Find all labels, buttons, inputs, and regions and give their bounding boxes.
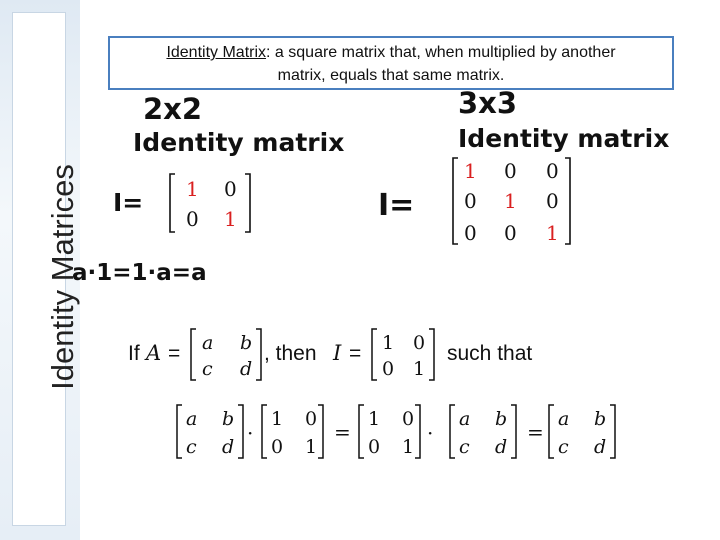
eq-equals-2: = (527, 420, 544, 444)
definition-line-2: matrix, equals that same matrix. (277, 67, 505, 84)
statement-var-a: A (146, 341, 162, 365)
statement-equals: = (168, 342, 181, 365)
svg-text:1: 1 (305, 436, 318, 458)
statement-var-i: I (333, 341, 342, 365)
equation-row (174, 402, 624, 467)
m2-cell: 1 (186, 177, 199, 201)
svg-text:b: b (495, 408, 508, 430)
svg-text:0: 0 (305, 408, 318, 430)
svg-text:a: a (558, 408, 570, 430)
svg-text:d: d (594, 436, 607, 458)
definition-box (108, 36, 674, 90)
svg-text:d: d (222, 436, 235, 458)
definition-text-1: : a square matrix that, when multiplied by another (266, 44, 616, 61)
svg-text:1: 1 (402, 436, 415, 458)
slide-title: Identity Matrices (45, 164, 80, 390)
stmt-i-cell: 1 (413, 358, 426, 380)
scalar-identity-note: a·1=1·a=a (72, 260, 207, 286)
left-identity-symbol: I= (113, 188, 144, 217)
stmt-a-cell: b (240, 332, 253, 354)
svg-text:d: d (495, 436, 508, 458)
m2-cell: 0 (186, 207, 199, 231)
m3-cell: 1 (504, 189, 517, 213)
eq-equals-1: = (334, 420, 351, 444)
m3-cell: 1 (464, 159, 477, 183)
eq-matrix-a-middle (450, 405, 516, 458)
svg-text:c: c (558, 436, 569, 458)
m3-cell: 0 (504, 159, 517, 183)
svg-text:1: 1 (368, 408, 381, 430)
eq-dot-2: · (427, 421, 434, 445)
stmt-a-cell: d (240, 358, 253, 380)
definition-line-1 (110, 41, 672, 64)
right-heading-size: 3x3 (458, 86, 518, 120)
stmt-matrix-a-svg (188, 326, 268, 384)
stmt-i-cell: 0 (382, 358, 395, 380)
m3-cell: 0 (546, 189, 559, 213)
stmt-a-cell: a (202, 332, 214, 354)
stmt-matrix-i-svg (369, 326, 439, 384)
right-heading-label: Identity matrix (458, 124, 670, 153)
m3-cell: 0 (464, 221, 477, 245)
stmt-i-cell: 1 (382, 332, 395, 354)
svg-text:0: 0 (368, 436, 381, 458)
stmt-i-cell: 0 (413, 332, 426, 354)
right-identity-symbol: I= (378, 188, 415, 223)
eq-matrix-a-right (549, 405, 615, 458)
statement-matrix-a (188, 326, 268, 389)
svg-text:1: 1 (271, 408, 284, 430)
sidebar-panel (12, 12, 80, 526)
svg-text:b: b (222, 408, 235, 430)
eq-matrix-i-right (359, 405, 420, 458)
m3-cell: 0 (546, 159, 559, 183)
statement-if: If (128, 342, 140, 365)
m3-cell: 1 (546, 221, 559, 245)
matrix-2x2-identity (166, 170, 256, 241)
equation-svg (174, 402, 624, 462)
m3-cell: 0 (464, 189, 477, 213)
left-heading-size: 2x2 (143, 92, 203, 126)
svg-text:0: 0 (402, 408, 415, 430)
svg-text:0: 0 (271, 436, 284, 458)
sidebar (0, 0, 80, 540)
matrix-2x2-svg (166, 170, 256, 236)
definition-term: Identity Matrix (166, 44, 267, 61)
stmt-a-cell: c (202, 358, 213, 380)
matrix-3x3-identity (448, 152, 578, 253)
left-heading-label: Identity matrix (133, 128, 345, 157)
m3-cell: 0 (504, 221, 517, 245)
matrix-3x3-svg (448, 152, 578, 248)
statement-then: , then (264, 342, 317, 365)
eq-dot-1: · (247, 421, 254, 445)
statement-equals-2: = (349, 342, 362, 365)
statement-matrix-i (369, 326, 439, 389)
svg-text:a: a (459, 408, 471, 430)
eq-matrix-i-left (262, 405, 323, 458)
svg-text:a: a (186, 408, 198, 430)
m2-cell: 0 (224, 177, 237, 201)
svg-text:c: c (459, 436, 470, 458)
m2-cell: 1 (224, 207, 237, 231)
statement-such-that: such that (447, 342, 533, 365)
svg-text:b: b (594, 408, 607, 430)
eq-matrix-a-left (177, 405, 243, 458)
svg-text:c: c (186, 436, 197, 458)
